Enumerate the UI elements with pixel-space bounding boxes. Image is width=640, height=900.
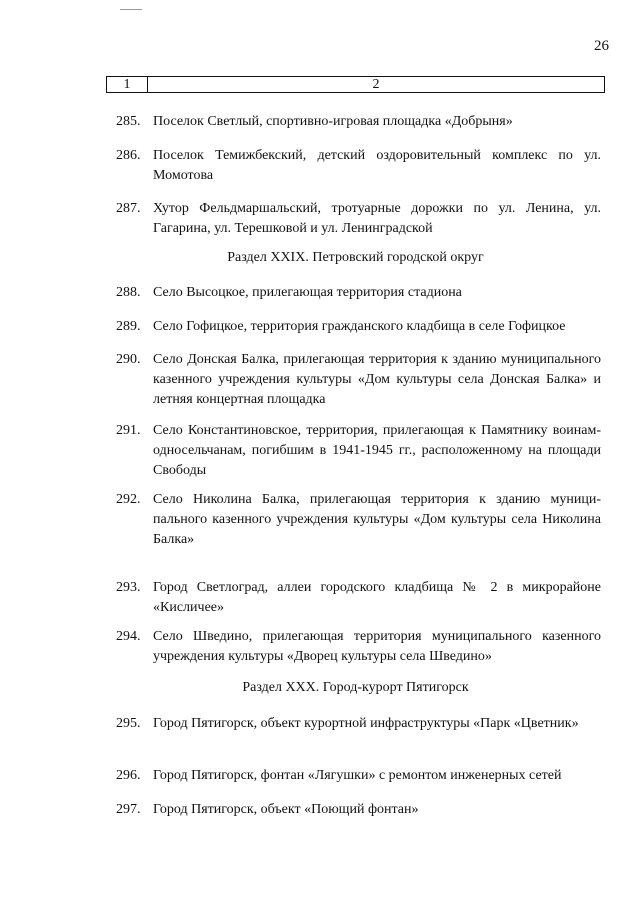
list-item — [116, 766, 601, 786]
item-text: Город Пятигорск, фонтан «Лягушки» с ремонтом инженерных сетей — [153, 768, 562, 783]
item-number: 294. — [116, 629, 141, 644]
section-heading: Раздел XXIX. Петровский городской округ — [227, 250, 484, 265]
item-number: 289. — [116, 319, 141, 334]
item-text: Поселок Светлый, спортивно-игровая площадка «Добрыня» — [153, 114, 513, 129]
item-text: Хутор Фельдмаршальский, тротуарные дорожки по ул. Ленина, ул. Гагарина, ул. Терешковой и ул. Ленинградской — [153, 201, 601, 236]
page-number: 26 — [594, 38, 609, 54]
list-item — [116, 146, 601, 186]
list-item — [116, 627, 601, 667]
item-number: 285. — [116, 114, 141, 129]
item-number: 286. — [116, 148, 141, 163]
item-number: 295. — [116, 716, 141, 731]
list-item — [116, 714, 601, 734]
item-text: Село Константиновское, территория, прилегающая к Памятнику воинам-односельчанам, погибшим в 1941-1945 гг., расположенному на площади Свободы — [153, 423, 601, 478]
list-item — [116, 800, 601, 820]
scan-artifact — [120, 9, 142, 10]
item-text: Село Шведино, прилегающая территория муниципального казенного учреждения культуры «Дворец культуры села Шведино» — [153, 629, 601, 664]
item-text: Село Гофицкое, территория гражданского кладбища в селе Гофицкое — [153, 319, 566, 334]
item-number: 287. — [116, 201, 141, 216]
list-item — [116, 490, 601, 550]
item-number: 296. — [116, 768, 141, 783]
item-number: 291. — [116, 423, 141, 438]
item-text: Село Донская Балка, прилегающая территория к зданию муниципального казенного учреждения культуры «Дом культуры села Донская Балка» и летняя концертная площадка — [153, 352, 601, 407]
item-text: Город Пятигорск, объект «Поющий фонтан» — [153, 802, 419, 817]
list-item — [116, 199, 601, 239]
item-number: 288. — [116, 285, 141, 300]
section-heading: Раздел XXX. Город-курорт Пятигорск — [242, 680, 469, 695]
table-header-col-1: 1 — [107, 77, 148, 93]
item-number: 293. — [116, 580, 141, 595]
list-item — [116, 283, 601, 303]
item-text: Город Пятигорск, объект курортной инфраструктуры «Парк «Цветник» — [153, 716, 579, 731]
item-number: 290. — [116, 352, 141, 367]
item-text: Поселок Темижбекский, детский оздоровительный комплекс по ул. Момотова — [153, 148, 601, 183]
list-item — [116, 112, 601, 132]
item-number: 297. — [116, 802, 141, 817]
item-text: Село Николина Балка, прилегающая территория к зданию муниципального казенного учреждения культуры «Дом культуры села Николина Балка» — [153, 492, 601, 547]
list-item — [116, 421, 601, 481]
list-item — [116, 350, 601, 410]
table-header — [106, 76, 605, 93]
list-item — [116, 578, 601, 618]
item-number: 292. — [116, 492, 141, 507]
item-text: Город Светлоград, аллеи городского кладбища № 2 в микрорайоне «Кисличее» — [153, 580, 601, 615]
item-text: Село Высоцкое, прилегающая территория стадиона — [153, 285, 462, 300]
table-header-col-2: 2 — [148, 77, 605, 93]
table-header-row — [107, 77, 605, 93]
list-item — [116, 317, 601, 337]
